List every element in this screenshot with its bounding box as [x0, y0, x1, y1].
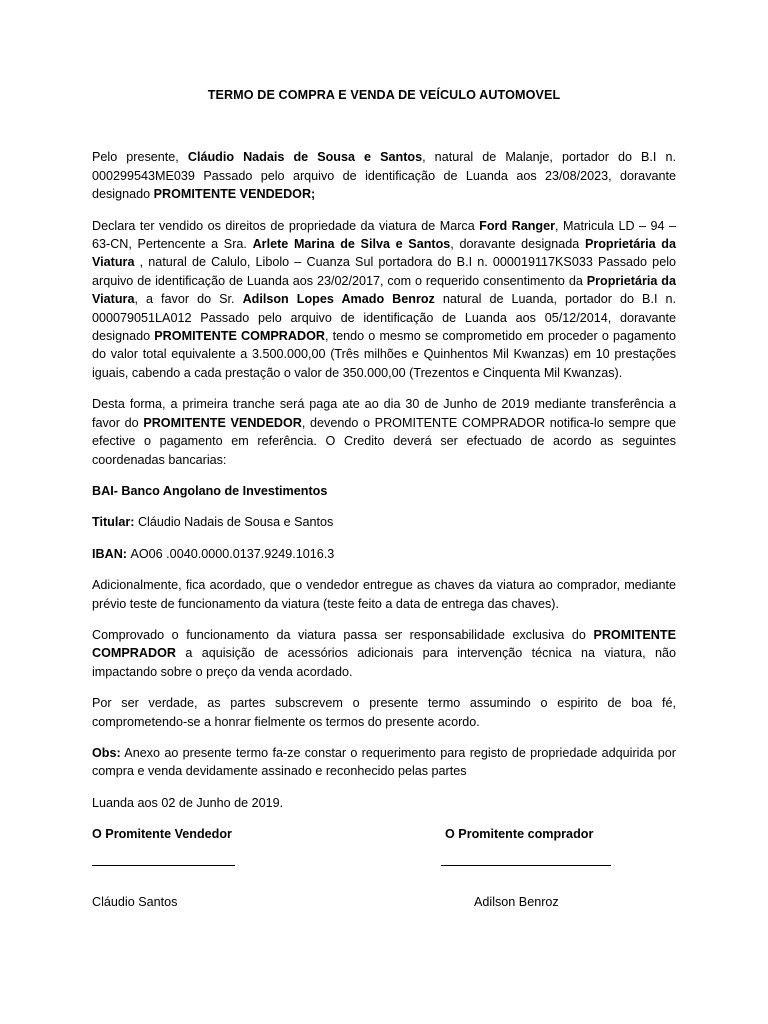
iban-label: IBAN:	[92, 546, 131, 561]
holder-value: Cláudio Nadais de Sousa e Santos	[137, 515, 334, 530]
seller-signature-label: O Promitente Vendedor	[92, 827, 232, 842]
text: , natural de Calulo, Libolo – Cuanza Sul portadora do B.I n. 000019117KS033 Passado pelo arquivo de identificação de Luanda aos 23/02/2017, com o requerido consentimento da	[92, 255, 676, 288]
owner-name: Arlete Marina de Silva e Santos	[252, 237, 451, 252]
seller-name: Cláudio Nadais de Sousa e Santos	[187, 150, 423, 165]
buyer-designation: PROMITENTE COMPRADOR	[92, 627, 676, 661]
text: , natural de Malanje, portador do B.I n. 000299543ME039 Passado pelo arquivo de identificação de Luanda aos 23/08/2023, doravante designado	[92, 150, 676, 202]
paragraph-obs	[92, 744, 676, 781]
vehicle-brand: Ford Ranger	[479, 218, 555, 233]
obs-label: Obs:	[92, 745, 121, 760]
iban	[92, 545, 676, 563]
paragraph-keys: Adicionalmente, fica acordado, que o vendedor entregue as chaves da viatura ao comprador, mediante prévio teste de funcionamento da viatura (teste feito a data de entrega das chaves).	[92, 578, 676, 611]
owner-designation: Proprietária da Viatura	[92, 237, 676, 270]
date-line: Luanda aos 02 de Junho de 2019.	[92, 795, 284, 810]
text: Declara ter vendido os direitos de propriedade da viatura de Marca	[92, 218, 480, 233]
buyer-designation: PROMITENTE COMPRADOR	[154, 329, 325, 344]
text: , a favor do Sr.	[134, 292, 243, 307]
signature-names	[92, 893, 676, 911]
text: Desta forma, a primeira tranche será paga ate ao dia 30 de Junho de 2019 mediante transferência a favor do	[92, 397, 676, 430]
seller-signature-line	[92, 865, 235, 866]
paragraph-payment	[92, 395, 676, 469]
document-title: TERMO DE COMPRA E VENDA DE VEÍCULO AUTOMOVEL	[207, 88, 561, 102]
owner-designation-2: Proprietária da Viatura	[92, 273, 676, 307]
iban-value: AO06 .0040.0000.0137.9249.1016.3	[130, 546, 335, 561]
bank-name-text: BAI- Banco Angolano de Investimentos	[92, 483, 328, 498]
text: , doravante designada	[450, 237, 585, 252]
text: , Matricula LD – 94 – 63-CN, Pertencente a Sra.	[92, 218, 676, 252]
signature-lines	[92, 857, 676, 887]
text: Comprovado o funcionamento da viatura passa ser responsabilidade exclusiva do	[92, 627, 594, 642]
buyer-signature-line	[441, 865, 611, 866]
text: a aquisição de acessórios adicionais para intervenção técnica na viatura, não impactando sobre o preço da venda acordado.	[92, 646, 676, 679]
account-holder	[92, 513, 676, 531]
buyer-signature-label: O Promitente comprador	[445, 827, 594, 842]
text: Pelo presente,	[92, 150, 188, 165]
paragraph-seller	[92, 148, 676, 203]
buyer-name: Adilson Lopes Amado Benroz	[242, 292, 435, 307]
obs-text: Anexo ao presente termo fa-ze constar o requerimento para registo de propriedade adquirida por compra e venda devidamente assinado e reconhecido pelas partes	[92, 745, 676, 779]
seller-signature-name: Cláudio Santos	[92, 895, 178, 910]
text: natural de Luanda, portador do B.I n. 000079051LA012 Passado pelo arquivo de identificação de Luanda aos 05/12/2014, doravante designado	[92, 292, 676, 344]
paragraph-agreement: Por ser verdade, as partes subscrevem o presente termo assumindo o espirito de boa fé, comprometendo-se a honrar fielmente os termos do presente acordo.	[92, 696, 676, 729]
seller-designation: PROMITENTE VENDEDOR	[143, 415, 302, 430]
text: , tendo o mesmo se comprometido em proceder o pagamento do valor total equivalente a 3.500.000,00 (Três milhões e Quinhentos Mil Kwanzas) em 10 prestações iguais, cabendo a cada prestação o valor de 350.000,00 (Trezentos e Cinquenta Mil Kwanzas).	[92, 329, 676, 380]
buyer-signature-name: Adilson Benroz	[474, 895, 559, 910]
paragraph-responsibility	[92, 626, 676, 681]
paragraph-vehicle	[92, 217, 676, 383]
seller-designation: PROMITENTE VENDEDOR;	[153, 187, 316, 202]
text: , devendo o PROMITENTE COMPRADOR notifica-lo sempre que efective o pagamento em referência. O Credito deverá ser efectuado de acordo as seguintes coordenadas bancarias:	[92, 415, 676, 467]
bank-name	[92, 482, 676, 500]
signature-labels	[92, 825, 676, 843]
holder-label: Titular:	[92, 515, 138, 530]
